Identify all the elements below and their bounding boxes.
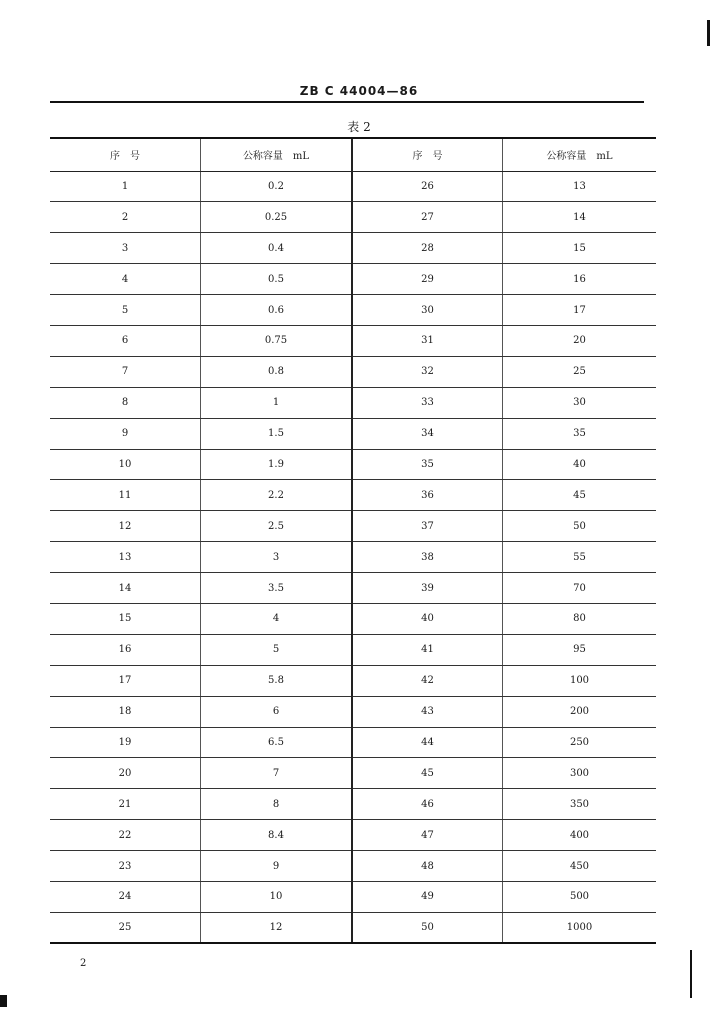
capacity-left-cell: 6 [201, 696, 353, 727]
capacity-left-cell: 4 [201, 603, 353, 634]
capacity-left-cell: 0.8 [201, 356, 353, 387]
capacity-right-cell: 100 [503, 665, 657, 696]
serial-left-cell: 8 [50, 387, 201, 418]
table-row [50, 387, 656, 418]
table-row [50, 727, 656, 758]
serial-left-cell: 10 [50, 449, 201, 480]
serial-right-cell: 44 [352, 727, 503, 758]
table-row [50, 264, 656, 295]
capacity-right-cell: 45 [503, 480, 657, 511]
capacity-right-cell: 20 [503, 325, 657, 356]
serial-left-cell: 13 [50, 542, 201, 573]
serial-left-cell: 2 [50, 202, 201, 233]
capacity-left-cell: 0.25 [201, 202, 353, 233]
capacity-right-cell: 55 [503, 542, 657, 573]
table-row [50, 851, 656, 882]
table-row [50, 912, 656, 943]
table-row [50, 696, 656, 727]
table-caption: 表 2 [347, 120, 371, 134]
serial-right-cell: 40 [352, 603, 503, 634]
table-row [50, 202, 656, 233]
serial-right-cell: 33 [352, 387, 503, 418]
table-row [50, 325, 656, 356]
serial-right-cell: 42 [352, 665, 503, 696]
capacity-left-cell: 0.2 [201, 171, 353, 202]
table-row [50, 418, 656, 449]
serial-left-cell: 12 [50, 511, 201, 542]
serial-left-cell: 24 [50, 881, 201, 912]
serial-right-cell: 32 [352, 356, 503, 387]
table-row [50, 295, 656, 326]
capacity-right-cell: 25 [503, 356, 657, 387]
table-row [50, 573, 656, 604]
serial-left-cell: 9 [50, 418, 201, 449]
capacity-right-cell: 17 [503, 295, 657, 326]
capacity-left-cell: 5 [201, 634, 353, 665]
serial-left-cell: 1 [50, 171, 201, 202]
table-row [50, 881, 656, 912]
table-row [50, 480, 656, 511]
serial-right-cell: 27 [352, 202, 503, 233]
table-row [50, 171, 656, 202]
capacity-left-cell: 0.6 [201, 295, 353, 326]
serial-left-cell: 11 [50, 480, 201, 511]
serial-right-cell: 28 [352, 233, 503, 264]
scan-edge-mark-top [707, 20, 710, 46]
capacity-left-cell: 8 [201, 789, 353, 820]
capacity-right-cell: 450 [503, 851, 657, 882]
capacity-left-cell: 0.4 [201, 233, 353, 264]
table-row [50, 511, 656, 542]
serial-right-cell: 48 [352, 851, 503, 882]
capacity-left-cell: 5.8 [201, 665, 353, 696]
capacity-left-cell: 9 [201, 851, 353, 882]
serial-right-cell: 29 [352, 264, 503, 295]
scan-corner-mark [0, 995, 7, 1007]
serial-left-cell: 3 [50, 233, 201, 264]
serial-left-cell: 14 [50, 573, 201, 604]
capacity-right-cell: 200 [503, 696, 657, 727]
table-row [50, 603, 656, 634]
column-header-serial-left: 序 号 [50, 138, 201, 171]
serial-left-cell: 19 [50, 727, 201, 758]
table-row [50, 233, 656, 264]
table-row [50, 542, 656, 573]
serial-right-cell: 49 [352, 881, 503, 912]
serial-right-cell: 36 [352, 480, 503, 511]
document-code-header: ZB C 44004—86 [299, 84, 419, 98]
column-header-capacity-right: 公称容量 mL [503, 138, 657, 171]
capacity-left-cell: 3 [201, 542, 353, 573]
capacity-right-cell: 35 [503, 418, 657, 449]
table-row [50, 665, 656, 696]
capacity-left-cell: 1 [201, 387, 353, 418]
column-header-serial-right: 序 号 [352, 138, 503, 171]
capacity-left-cell: 3.5 [201, 573, 353, 604]
capacity-right-cell: 80 [503, 603, 657, 634]
serial-left-cell: 23 [50, 851, 201, 882]
capacity-left-cell: 10 [201, 881, 353, 912]
capacity-left-cell: 1.5 [201, 418, 353, 449]
capacity-right-cell: 14 [503, 202, 657, 233]
capacity-right-cell: 30 [503, 387, 657, 418]
table-row [50, 789, 656, 820]
table-row [50, 356, 656, 387]
serial-left-cell: 7 [50, 356, 201, 387]
capacity-left-cell: 1.9 [201, 449, 353, 480]
capacity-right-cell: 300 [503, 758, 657, 789]
serial-left-cell: 20 [50, 758, 201, 789]
serial-right-cell: 38 [352, 542, 503, 573]
table-row [50, 634, 656, 665]
table-row [50, 820, 656, 851]
capacity-right-cell: 16 [503, 264, 657, 295]
serial-left-cell: 5 [50, 295, 201, 326]
capacity-left-cell: 12 [201, 912, 353, 943]
capacity-right-cell: 500 [503, 881, 657, 912]
header-rule [50, 101, 644, 103]
serial-left-cell: 4 [50, 264, 201, 295]
serial-left-cell: 15 [50, 603, 201, 634]
serial-right-cell: 39 [352, 573, 503, 604]
capacity-right-cell: 40 [503, 449, 657, 480]
table-body [50, 171, 656, 943]
nominal-capacity-table [50, 137, 656, 944]
capacity-left-cell: 8.4 [201, 820, 353, 851]
capacity-right-cell: 15 [503, 233, 657, 264]
serial-left-cell: 17 [50, 665, 201, 696]
table-row [50, 449, 656, 480]
serial-right-cell: 45 [352, 758, 503, 789]
scan-edge-mark-bottom [690, 950, 692, 998]
serial-left-cell: 18 [50, 696, 201, 727]
serial-right-cell: 47 [352, 820, 503, 851]
capacity-right-cell: 1000 [503, 912, 657, 943]
serial-right-cell: 34 [352, 418, 503, 449]
serial-right-cell: 43 [352, 696, 503, 727]
capacity-left-cell: 0.5 [201, 264, 353, 295]
capacity-left-cell: 2.2 [201, 480, 353, 511]
serial-left-cell: 16 [50, 634, 201, 665]
capacity-left-cell: 0.75 [201, 325, 353, 356]
capacity-left-cell: 2.5 [201, 511, 353, 542]
column-header-capacity-left: 公称容量 mL [201, 138, 353, 171]
serial-right-cell: 26 [352, 171, 503, 202]
capacity-right-cell: 250 [503, 727, 657, 758]
serial-right-cell: 50 [352, 912, 503, 943]
capacity-right-cell: 400 [503, 820, 657, 851]
page-number: 2 [80, 958, 87, 969]
serial-right-cell: 35 [352, 449, 503, 480]
serial-right-cell: 30 [352, 295, 503, 326]
serial-left-cell: 21 [50, 789, 201, 820]
capacity-right-cell: 350 [503, 789, 657, 820]
capacity-right-cell: 95 [503, 634, 657, 665]
capacity-right-cell: 13 [503, 171, 657, 202]
serial-left-cell: 22 [50, 820, 201, 851]
table-row [50, 758, 656, 789]
capacity-right-cell: 50 [503, 511, 657, 542]
serial-right-cell: 41 [352, 634, 503, 665]
capacity-right-cell: 70 [503, 573, 657, 604]
serial-right-cell: 46 [352, 789, 503, 820]
serial-right-cell: 37 [352, 511, 503, 542]
capacity-left-cell: 6.5 [201, 727, 353, 758]
table-header-row [50, 138, 656, 171]
serial-right-cell: 31 [352, 325, 503, 356]
capacity-left-cell: 7 [201, 758, 353, 789]
serial-left-cell: 6 [50, 325, 201, 356]
serial-left-cell: 25 [50, 912, 201, 943]
